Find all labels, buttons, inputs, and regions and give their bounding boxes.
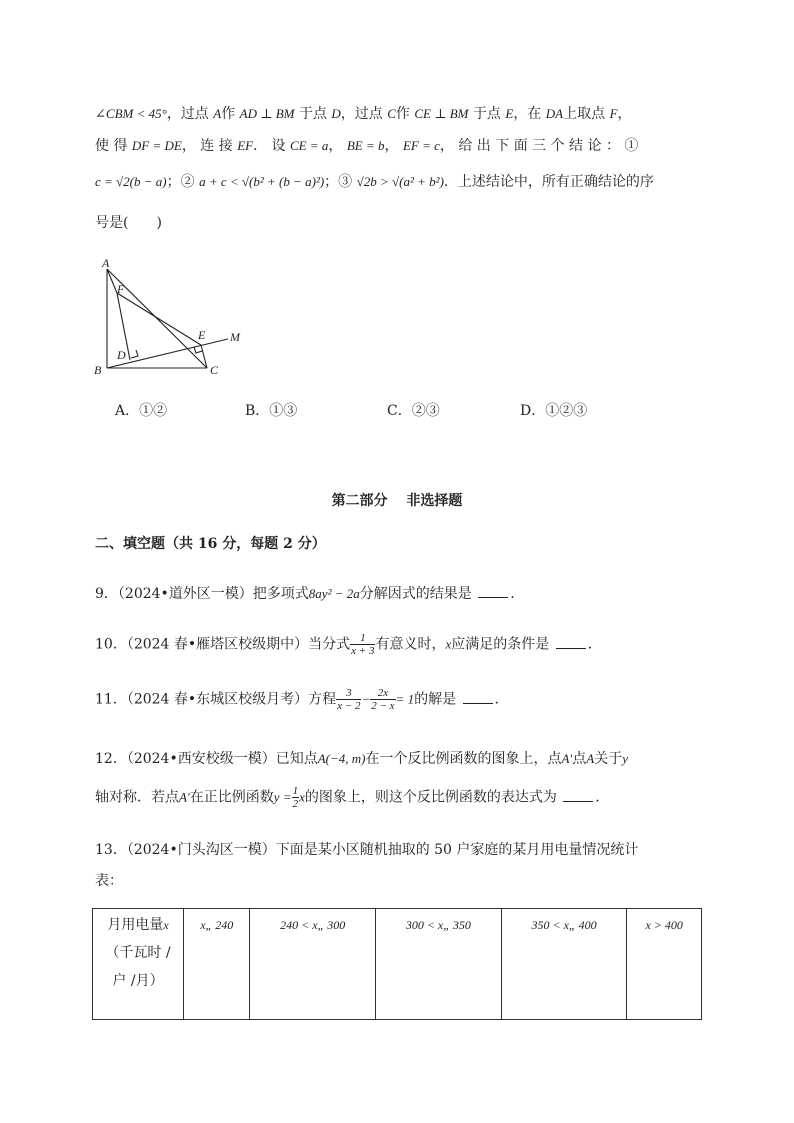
answer-blank-10[interactable] (556, 636, 586, 649)
segment-ef (117, 293, 201, 345)
option-b[interactable]: B．①③ (245, 403, 298, 419)
table-header-cell: 月用电量x （千瓦时 / 户 /月） (93, 909, 184, 1020)
answer-blank-9[interactable] (478, 585, 508, 598)
electricity-usage-table (92, 908, 702, 1020)
p8-line4: 号是( ) (95, 215, 162, 231)
fraction-q10: $\frac{1}{x + 3}$ (351, 632, 375, 657)
fraction-q12: $\frac{1}{2}$ (292, 785, 299, 810)
label-e: E (198, 328, 206, 342)
option-d[interactable]: D．①②③ (520, 403, 588, 419)
question-13-line1: 13．（2024•门头沟区一模）下面是某小区随机抽取的 50 户家庭的某月用电量情况统计 (95, 842, 639, 858)
table-row (93, 909, 702, 1020)
table-cell: 300 < x„ 350 (376, 909, 502, 1020)
label-c: C (210, 363, 219, 377)
question-13-line2: 表： (95, 873, 123, 889)
label-a: A (102, 256, 110, 270)
table-cell: x > 400 (627, 909, 702, 1020)
question-9: 9．（2024•道外区一模）把多项式8ay² − 2a分解因式的结果是 ． (95, 586, 525, 602)
option-a[interactable]: A．①② (115, 403, 168, 419)
right-angle-e (194, 347, 202, 353)
option-c[interactable]: C．②③ (387, 403, 440, 419)
fraction-q11-2: $\frac{2x}{2 - x}$ (371, 687, 395, 712)
right-angle-d (131, 350, 138, 358)
section2-title: 二、填空题（共 16 分，每题 2 分） (95, 536, 326, 552)
table-cell: 350 < x„ 400 (501, 909, 627, 1020)
answer-blank-11[interactable] (463, 691, 493, 704)
question-11: 11．（2024 春•东城区校级月考）方程 $\frac{3}{x - 2}$ − $\frac{2x}{2 - x}$ = 1的解是 ． (95, 687, 509, 712)
question-12-line1: 12．（2024•西安校级一模）已知点A(−4, m)在一个反比例函数的图象上，点A′点A关于y (95, 751, 628, 767)
part2-title: 第二部分 非选择题 (331, 493, 463, 509)
fraction-q11-1: $\frac{3}{x - 2}$ (337, 687, 361, 712)
table-cell: 240 < x„ 300 (250, 909, 376, 1020)
question-12-line2: 轴对称．若点A′在正比例函数y = $\frac{1}{2}$ x的图象上，则这个反比例函数的表达式为 ． (95, 785, 610, 810)
label-d: D (117, 348, 126, 362)
label-b: B (94, 363, 102, 377)
label-m: M (230, 330, 240, 344)
table-cell: x„ 240 (184, 909, 250, 1020)
p8-line2: 使 得 DF = DE， 连 接 EF． 设 CE = a， BE = b， EF = c， 给 出 下 面 三 个 结 论 ： ① (95, 138, 639, 154)
segment-af (107, 269, 117, 293)
question-10: 10．（2024 春•雁塔区校级期中）当分式 $\frac{1}{x + 3}$ 有意义时，x应满足的条件是 ． (95, 632, 602, 657)
answer-blank-12[interactable] (563, 789, 593, 802)
label-f: F (117, 282, 125, 296)
p8-line3: c = √2(b − a)；② a + c < √(b² + (b − a)²)；③ √2b > √(a² + b²)．上述结论中，所有正确结论的序 (95, 174, 654, 190)
p8-line1: ∠CBM < 45°，过点 A作 AD ⊥ BM 于点 D，过点 C作 CE ⊥ BM 于点 E，在 DA上取点 F， (95, 106, 632, 122)
geometry-figure (90, 255, 250, 380)
